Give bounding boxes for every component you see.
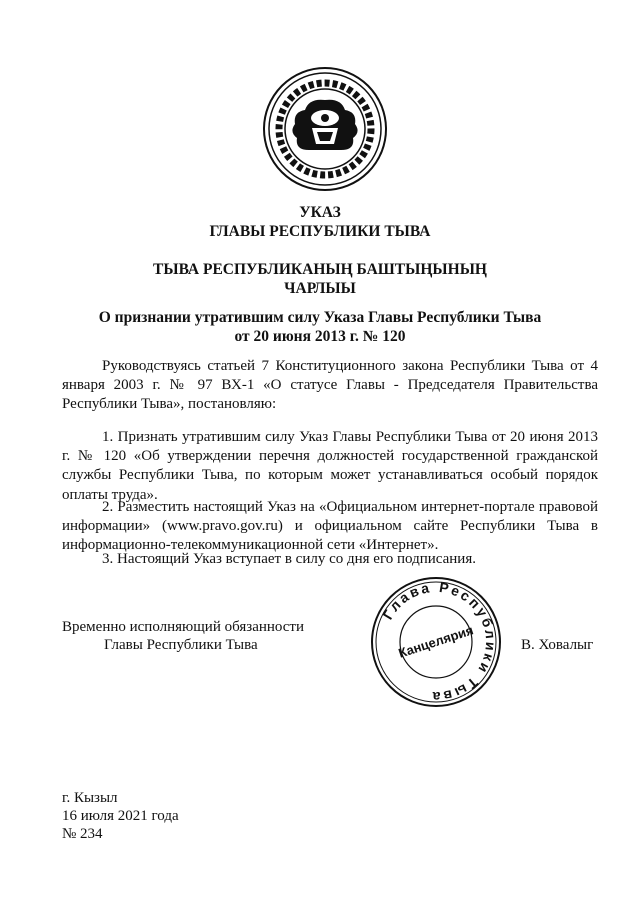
stamp-inner-text: Канцелярия	[396, 622, 476, 661]
republic-emblem	[262, 66, 388, 192]
official-stamp	[368, 574, 504, 710]
item-2-paragraph: 2. Разместить настоящий Указ на «Официальном интернет-портале правовой информации» (www.pravo.gov.ru) и официальном сайте Республики Тыва в информационно-телекоммуникационной сети «Интернет».	[62, 499, 598, 554]
issuer-title: ГЛАВЫ РЕСПУБЛИКИ ТЫВА	[209, 223, 431, 240]
stamp-outer-text: Глава Республики Тыва	[379, 578, 500, 706]
preamble-paragraph: Руководствуясь статьей 7 Конституционного закона Республики Тыва от 4 января 2003 г. № 97 ВХ-1 «О статусе Главы - Председателя Правительства Республики Тыва», постановляю:	[62, 358, 598, 413]
subject-line2: от 20 июня 2013 г. № 120	[234, 328, 406, 345]
item-1-paragraph: 1. Признать утратившим силу Указ Главы Республики Тыва от 20 июня 2013 г. № 120 «Об утверждении перечня должностей государственной гражданской службы Республики Тыва, по которым может устанавливаться особый порядок оплаты труда».	[62, 429, 598, 503]
item-3-paragraph: 3. Настоящий Указ вступает в силу со дня его подписания.	[102, 551, 476, 567]
decree-title: УКАЗ	[299, 204, 341, 221]
signer-name: В. Ховалыг	[521, 637, 594, 653]
signer-position-line2: Главы Республики Тыва	[104, 637, 258, 653]
tuvan-title-line1: ТЫВА РЕСПУБЛИКАНЫҢ БАШТЫҢЫНЫҢ	[153, 261, 487, 278]
place-of-signing: г. Кызыл	[62, 790, 118, 806]
decree-number: № 234	[62, 826, 103, 842]
tuvan-title-line2: ЧАРЛЫЫ	[284, 280, 356, 297]
signing-date: 16 июля 2021 года	[62, 808, 179, 824]
subject-line1: О признании утратившим силу Указа Главы Республики Тыва	[98, 309, 542, 326]
signer-position-line1: Временно исполняющий обязанности	[62, 619, 305, 635]
